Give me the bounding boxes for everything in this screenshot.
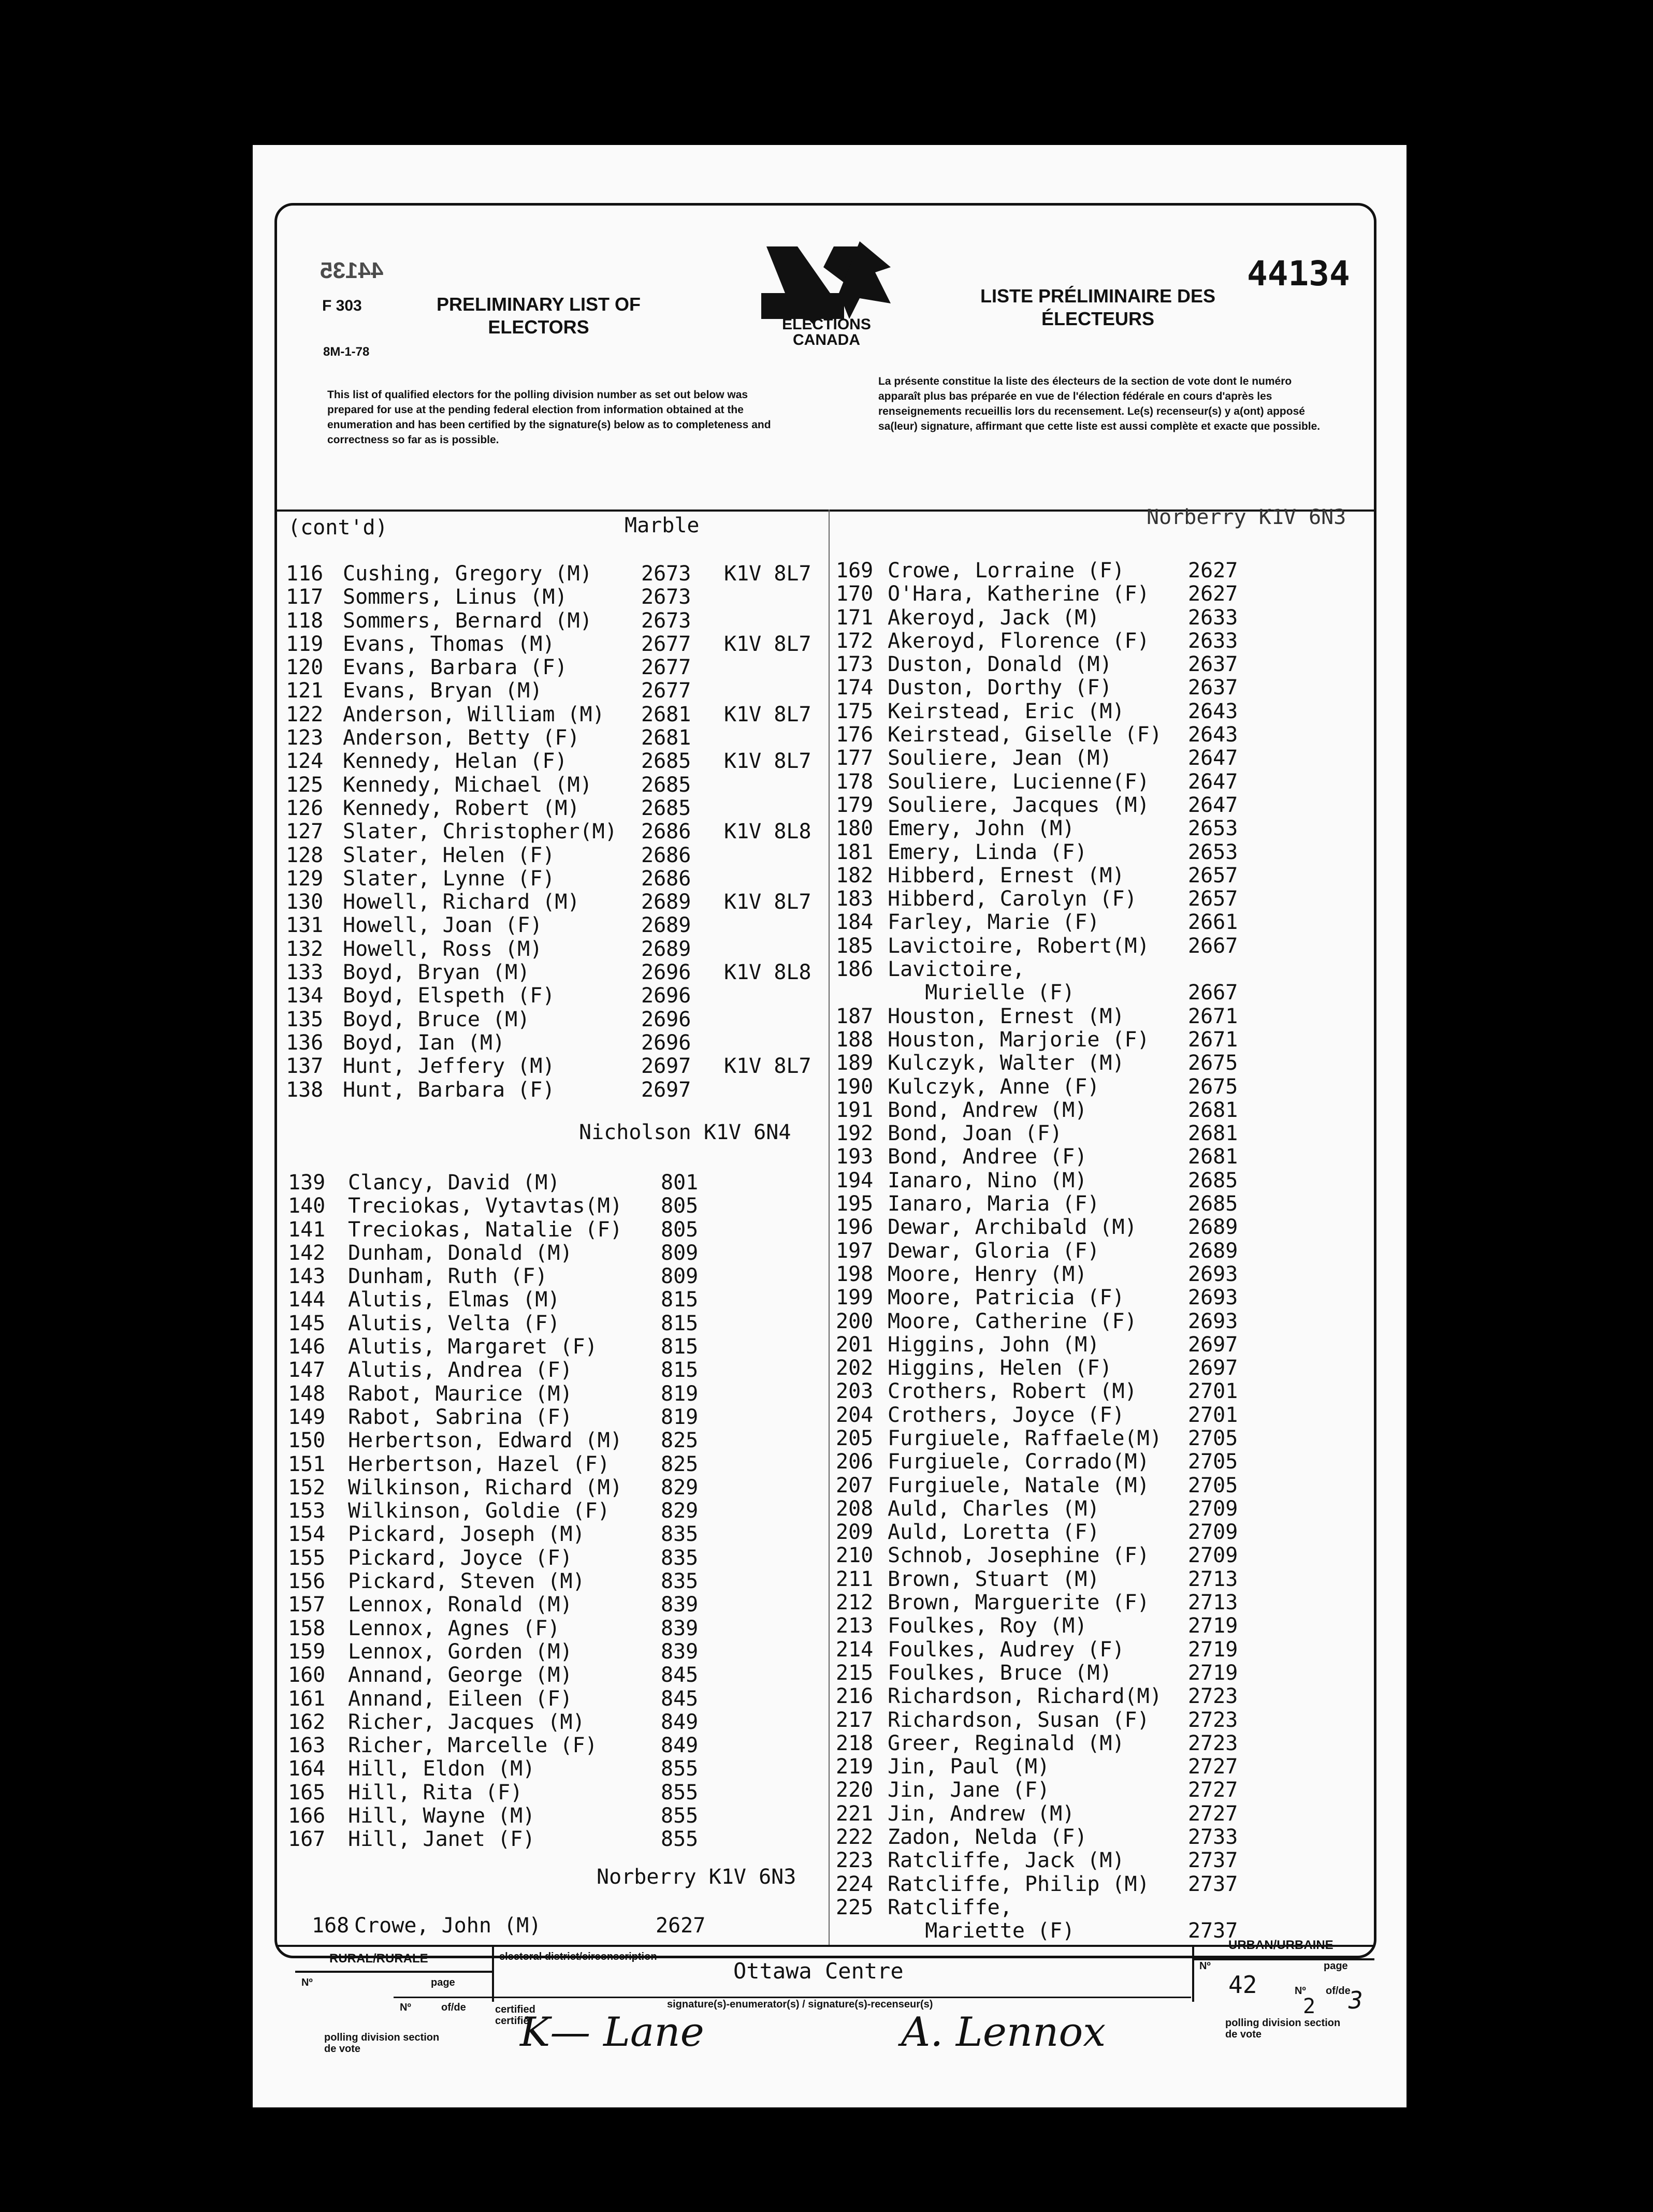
list-item: 204 Crothers, Joyce (F) 2701 [836, 1403, 1238, 1427]
list-item: 142 Dunham, Donald (M) 809 [288, 1241, 699, 1265]
list-item: 182 Hibberd, Ernest (M) 2657 [836, 863, 1238, 887]
list-item: 163 Richer, Marcelle (F) 849 [288, 1734, 699, 1758]
list-item: 116 Cushing, Gregory (M) 2673 K1V 8L7 [286, 562, 811, 586]
list-item: 186 Lavictoire, [836, 957, 1025, 982]
polling-label-urban: polling division section de vote [1225, 2017, 1341, 2040]
rural-sub-no-label: Nº [400, 2002, 411, 2013]
list-item: 137 Hunt, Jeffery (M) 2697 K1V 8L7 [286, 1054, 811, 1079]
list-item: 196 Dewar, Archibald (M) 2689 [836, 1215, 1238, 1240]
urban-label: URBAN/URBAINE [1228, 1938, 1333, 1952]
rural-no-label: Nº [301, 1977, 313, 1988]
entries-norberry [836, 559, 1380, 1943]
footer-divider-left [492, 1945, 494, 2002]
mirror-number: 44135 [320, 258, 384, 283]
signature-label: signature(s)-enumerator(s) / signature(s)-recenseur(s) [667, 1999, 933, 2010]
entries-marble [286, 562, 830, 1102]
intro-english: This list of qualified electors for the polling division number as set out below was prepared for use at the pending federal election from information obtained at the enumeration and has been certified by the signature(s) below as to completeness and correctness so far as is possible. [327, 389, 771, 446]
list-item: 200 Moore, Catherine (F) 2693 [836, 1309, 1238, 1333]
street-marble: Marble [625, 514, 700, 537]
list-item: 143 Dunham, Ruth (F) 809 [288, 1264, 699, 1289]
list-item: 166 Hill, Wayne (M) 855 [288, 1804, 699, 1828]
list-item: 148 Rabot, Maurice (M) 819 [288, 1381, 699, 1406]
form-date: 8M-1-78 [323, 345, 370, 359]
footer-rural-line [295, 1971, 493, 1973]
list-item: 122 Anderson, William (M) 2681 K1V 8L7 [286, 702, 811, 726]
list-item: 187 Houston, Ernest (M) 2671 [836, 1004, 1238, 1028]
list-item: 164 Hill, Eldon (M) 855 [288, 1757, 699, 1781]
district-value: Ottawa Centre [733, 1958, 904, 1984]
list-item: 206 Furgiuele, Corrado(M) 2705 [836, 1450, 1238, 1474]
page-of-number: 3 [1349, 1986, 1363, 2014]
list-item: 202 Higgins, Helen (F) 2697 [836, 1356, 1238, 1380]
list-item: 126 Kennedy, Robert (M) 2685 [286, 796, 691, 820]
list-item: 165 Hill, Rita (F) 855 [288, 1780, 699, 1804]
urban-page-label: page [1324, 1960, 1348, 1972]
list-item: 157 Lennox, Ronald (M) 839 [288, 1593, 699, 1617]
list-item: 221 Jin, Andrew (M) 2727 [836, 1801, 1238, 1826]
enumerator-signature-2: A. Lennox [901, 2009, 1106, 2056]
urban-no-label: Nº [1199, 1960, 1211, 1972]
polling-label-rural: polling division section de vote [324, 2032, 440, 2055]
page-number: 2 [1303, 1995, 1316, 2018]
list-item: 180 Emery, John (M) 2653 [836, 817, 1238, 841]
entries-nicholson [288, 1171, 827, 1852]
list-item: 203 Crothers, Robert (M) 2701 [836, 1379, 1238, 1404]
list-item: 193 Bond, Andree (F) 2681 [836, 1145, 1238, 1169]
list-item: 225 Ratcliffe, [836, 1895, 1012, 1919]
list-item: 173 Duston, Donald (M) 2637 [836, 652, 1238, 677]
list-item: 216 Richardson, Richard(M) 2723 [836, 1684, 1238, 1709]
list-item: 130 Howell, Richard (M) 2689 K1V 8L7 [286, 890, 811, 914]
list-item: 127 Slater, Christopher(M) 2686 K1V 8L8 [286, 820, 811, 844]
footer-divider-right [1192, 1945, 1194, 2002]
list-item: 212 Brown, Marguerite (F) 2713 [836, 1591, 1238, 1615]
list-item: 128 Slater, Helen (F) 2686 [286, 843, 691, 867]
logo-text: ELECTIONS CANADA [782, 316, 871, 348]
list-item: 171 Akeroyd, Jack (M) 2633 [836, 605, 1238, 630]
list-item: 181 Emery, Linda (F) 2653 [836, 840, 1238, 864]
list-item: 192 Bond, Joan (F) 2681 [836, 1122, 1238, 1146]
certified-label: certified certifié [495, 2004, 535, 2027]
list-item: 146 Alutis, Margaret (F) 815 [288, 1335, 699, 1359]
list-item: 161 Annand, Eileen (F) 845 [288, 1686, 699, 1711]
list-item: 185 Lavictoire, Robert(M) 2667 [836, 934, 1238, 958]
list-item: 213 Foulkes, Roy (M) 2719 [836, 1614, 1238, 1638]
list-item: 175 Keirstead, Eric (M) 2643 [836, 699, 1238, 723]
list-item: 223 Ratcliffe, Jack (M) 2737 [836, 1849, 1238, 1873]
list-item: 119 Evans, Thomas (M) 2677 K1V 8L7 [286, 632, 811, 656]
street-norberry-left: Norberry K1V 6N3 [597, 1865, 796, 1889]
list-item: 129 Slater, Lynne (F) 2686 [286, 866, 691, 891]
title-english: PRELIMINARY LIST OF ELECTORS [436, 294, 641, 338]
list-item: 191 Bond, Andrew (M) 2681 [836, 1098, 1238, 1122]
list-item: 170 O'Hara, Katherine (F) 2627 [836, 582, 1238, 606]
urban-sub-no-label: Nº [1295, 1985, 1306, 1997]
list-item: 155 Pickard, Joyce (F) 835 [288, 1546, 699, 1570]
list-item: 201 Higgins, John (M) 2697 [836, 1332, 1238, 1357]
signature-line [394, 1997, 1191, 1998]
list-item: 125 Kennedy, Michael (M) 2685 [286, 773, 691, 797]
list-item: 172 Akeroyd, Florence (F) 2633 [836, 629, 1238, 653]
list-item: 153 Wilkinson, Goldie (F) 829 [288, 1499, 699, 1523]
list-item: 167 Hill, Janet (F) 855 [288, 1827, 699, 1852]
enumerator-signature-1: K— Lane [520, 2009, 704, 2056]
list-item: 120 Evans, Barbara (F) 2677 [286, 656, 691, 680]
form-number: F 303 [322, 297, 362, 314]
list-item: 179 Souliere, Jacques (M) 2647 [836, 793, 1238, 817]
list-item: 158 Lennox, Agnes (F) 839 [288, 1616, 699, 1640]
polling-division-number: 42 [1228, 1971, 1257, 1999]
list-item: 156 Pickard, Steven (M) 835 [288, 1569, 699, 1594]
list-item: 198 Moore, Henry (M) 2693 [836, 1262, 1238, 1286]
list-item: 189 Kulczyk, Walter (M) 2675 [836, 1051, 1238, 1075]
list-item: 160 Annand, George (M) 845 [288, 1663, 699, 1687]
district-label: electoral district/circonscription [499, 1951, 657, 1962]
list-item: 176 Keirstead, Giselle (F) 2643 [836, 723, 1238, 747]
list-item: 152 Wilkinson, Richard (M) 829 [288, 1475, 699, 1500]
list-item: 144 Alutis, Elmas (M) 815 [288, 1288, 699, 1312]
list-item: 168 Crowe, John (M) 2627 [312, 1914, 706, 1938]
list-item: 190 Kulczyk, Anne (F) 2675 [836, 1074, 1238, 1099]
list-item: 154 Pickard, Joseph (M) 835 [288, 1522, 699, 1547]
list-item: 133 Boyd, Bryan (M) 2696 K1V 8L8 [286, 961, 811, 985]
list-item: 147 Alutis, Andrea (F) 815 [288, 1358, 699, 1382]
list-item: 141 Treciokas, Natalie (F) 805 [288, 1217, 699, 1242]
list-item: 124 Kennedy, Helan (F) 2685 K1V 8L7 [286, 749, 811, 774]
list-item: 197 Dewar, Gloria (F) 2689 [836, 1239, 1238, 1263]
list-item: 222 Zadon, Nelda (F) 2733 [836, 1825, 1238, 1850]
contd-label: (cont'd) [288, 516, 388, 540]
list-item: 118 Sommers, Bernard (M) 2673 [286, 608, 691, 633]
list-item: 178 Souliere, Lucienne(F) 2647 [836, 769, 1238, 794]
list-item: 217 Richardson, Susan (F) 2723 [836, 1708, 1238, 1732]
list-item: 138 Hunt, Barbara (F) 2697 [286, 1078, 691, 1102]
list-item: 132 Howell, Ross (M) 2689 [286, 937, 691, 961]
list-item: 159 Lennox, Gorden (M) 839 [288, 1639, 699, 1664]
list-item: 131 Howell, Joan (F) 2689 [286, 913, 691, 938]
list-item: 139 Clancy, David (M) 801 [288, 1171, 699, 1195]
list-item: 205 Furgiuele, Raffaele(M) 2705 [836, 1426, 1238, 1450]
urban-of-label: of/de [1326, 1985, 1351, 1997]
list-item: 195 Ianaro, Maria (F) 2685 [836, 1192, 1238, 1216]
list-item: 183 Hibberd, Carolyn (F) 2657 [836, 887, 1238, 911]
list-item: 174 Duston, Dorthy (F) 2637 [836, 676, 1238, 700]
rural-label: RURAL/RURALE [329, 1952, 428, 1966]
list-item: 210 Schnob, Josephine (F) 2709 [836, 1544, 1238, 1568]
list-item: 214 Foulkes, Audrey (F) 2719 [836, 1637, 1238, 1662]
list-item: 145 Alutis, Velta (F) 815 [288, 1311, 699, 1335]
list-item: 150 Herbertson, Edward (M) 825 [288, 1429, 699, 1453]
rural-page-label: page [431, 1977, 455, 1988]
list-item: 140 Treciokas, Vytavtas(M) 805 [288, 1194, 699, 1218]
list-item: 219 Jin, Paul (M) 2727 [836, 1755, 1238, 1779]
list-item: 188 Houston, Marjorie (F) 2671 [836, 1027, 1238, 1052]
list-item: 207 Furgiuele, Natale (M) 2705 [836, 1473, 1238, 1497]
list-item: 211 Brown, Stuart (M) 2713 [836, 1567, 1238, 1591]
list-item: 177 Souliere, Jean (M) 2647 [836, 746, 1238, 770]
rural-of-label: of/de [441, 2002, 466, 2013]
list-item: 136 Boyd, Ian (M) 2696 [286, 1030, 691, 1055]
street-nicholson: Nicholson K1V 6N4 [579, 1120, 791, 1144]
list-item: 149 Rabot, Sabrina (F) 819 [288, 1405, 699, 1429]
list-item: 169 Crowe, Lorraine (F) 2627 [836, 559, 1238, 583]
list-item: 209 Auld, Loretta (F) 2709 [836, 1520, 1238, 1545]
list-item: 117 Sommers, Linus (M) 2673 [286, 585, 691, 609]
list-item: 151 Herbertson, Hazel (F) 825 [288, 1452, 699, 1476]
list-item: 218 Greer, Reginald (M) 2723 [836, 1731, 1238, 1755]
list-item: 215 Foulkes, Bruce (M) 2719 [836, 1661, 1238, 1685]
list-item: 220 Jin, Jane (F) 2727 [836, 1778, 1238, 1802]
list-item: 184 Farley, Marie (F) 2661 [836, 910, 1238, 935]
street-norberry-right: Norberry K1V 6N3 [1147, 505, 1346, 529]
list-item: 123 Anderson, Betty (F) 2681 [286, 726, 691, 750]
list-item: 208 Auld, Charles (M) 2709 [836, 1496, 1238, 1521]
title-french: LISTE PRÉLIMINAIRE DES ÉLECTEURS [980, 285, 1216, 329]
list-item: 194 Ianaro, Nino (M) 2685 [836, 1168, 1238, 1192]
intro-french: La présente constitue la liste des électeurs de la section de vote dont le numéro apparaît plus bas préparée en vue de l'élection fédérale en cours d'après les renseignements recueillis lors du recensement. Le(s) recenseur(s) y a(ont) apposé sa(leur) signature, affirmant que cette liste est aussi complète et exacte que possible. [878, 375, 1321, 432]
list-item: 199 Moore, Patricia (F) 2693 [836, 1286, 1238, 1310]
list-item: 134 Boyd, Elspeth (F) 2696 [286, 984, 691, 1008]
list-item: 135 Boyd, Bruce (M) 2696 [286, 1007, 691, 1031]
list-item: Murielle (F) 2667 [888, 981, 1238, 1005]
footer-top-line [277, 1945, 1374, 1947]
list-item: 162 Richer, Jacques (M) 849 [288, 1710, 699, 1734]
list-item: Mariette (F) 2737 [888, 1919, 1238, 1943]
list-item: 121 Evans, Bryan (M) 2677 [286, 679, 691, 703]
list-item: 224 Ratcliffe, Philip (M) 2737 [836, 1872, 1238, 1896]
serial-number: 44134 [1247, 254, 1350, 294]
